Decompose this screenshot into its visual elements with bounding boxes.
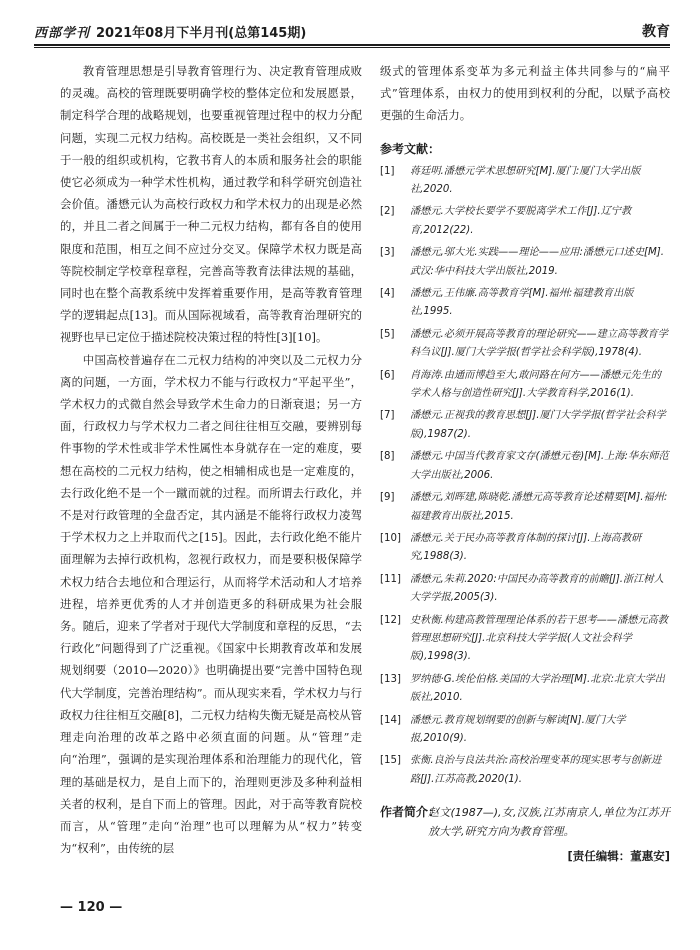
page-header	[34, 20, 670, 46]
reference-item: [10] 潘懋元.关于民办高等教育体制的探讨[J].上海高教研究,1988(3).	[380, 532, 642, 563]
responsible-editor: [责任编辑：董惠安]	[567, 849, 670, 864]
reference-item: [7] 潘懋元.正视我的教育思想[J].厦门大学学报(哲学社会科学版),1987(2).	[380, 410, 666, 440]
journal-logo: 西部学刊	[34, 26, 91, 41]
body-paragraph: 中国高校普遍存在二元权力结构的冲突以及二元权力分离的问题，一方面，学术权力不能与行政权力“平起平坐”，学术权力的式微自然会导致学术生命力的日渐衰退；另一方面，行政权力与学术权力二者之间往往相互交融，要辨别每件事物的学术性或非学术性属性本身就存在一定的难度，要想在高校的二元权力结构，使之相辅相成也是一定难度的，去行政化绝不是一个一蹴而就的过程。而所谓去行政化，并不是对行政管理的全盘否定，其内涵是不能将行政权力凌驾于学术权力之上并取而代之[15]。因此，去行政化绝不能片面理解为去掉行政机构，忽视行政权力，而是要积极保障学术权力结合去地位和合理运行，从而将学术活动和人才培养进程，培养更优秀的人才并创造更多的科研成果为社会服务。随后，迎来了学者对于现代大学制度和章程的反思，“去行政化”问题得到了广泛重视。《国家中长期教育改革和发展规划纲要（2010—2020）》也明确提出要“完善中国特色现代大学制度，完善治理结构”。而从现实来看，学术权力与行政权力往往相互交融[8]，二元权力结构失衡无疑是高校从管理走向治理的改革之路中必须直面的问题。从“管理”走向“治理”，强调的是实现治理体系和治理能力的现代化，管理的基础是权力，是自上而下的，治理则更涉及多种利益相关者的权利，是自下而上的管理。因此，对于高等教育院校而言，从“管理”走向“治理”也可以理解为从“权力”转变为“权利”，由传统的层	[60, 352, 362, 856]
author-bio-text: 赵文(1987—),女,汉族,江苏南京人,单位为江苏开放大学,研究方向为教育管理。	[428, 806, 670, 839]
header-rule-thin	[34, 47, 670, 48]
reference-item: [11] 潘懋元,朱莉.2020:中国民办高等教育的前瞻[J].浙江树人大学学报,2005(3).	[380, 573, 664, 604]
author-bio	[380, 803, 670, 841]
reference-item: [6] 肖海涛.由通而博趋至大,敢问路在何方——潘懋元先生的学术人格与创造性研究[J].大学教育科学,2016(1).	[380, 369, 661, 400]
reference-item: [12] 史秋衡.构建高教管理理论体系的若干思考——潘懋元高教管理思想研究[J].北京科技大学学报(人文社会科学版),1998(3).	[380, 614, 668, 663]
references-title: 参考文献：	[380, 141, 441, 156]
reference-item: [4] 潘懋元,王伟廉.高等教育学[M].福州:福建教育出版社,1995.	[380, 288, 634, 318]
author-bio-label: 作者简介：	[380, 805, 441, 820]
reference-item: [15] 张衡.良治与良法共治:高校治理变革的现实思考与创新进路[J].江苏高教,2020(1).	[380, 755, 662, 785]
section-label: 教育	[642, 24, 670, 40]
header-rule	[34, 44, 670, 46]
reference-item: [2] 潘懋元.大学校长要学不要脱离学术工作[J].辽宁教育,2012(22).	[380, 206, 632, 236]
reference-item: [1] 蒋廷明.潘懋元学术思想研究[M].厦门:厦门大学出版社,2020.	[380, 165, 641, 196]
reference-item: [9] 潘懋元,刘晖建,陈晓乾.潘懋元高等教育论述精要[M].福州:福建教育出版社,2015.	[380, 492, 668, 522]
body-paragraph: 教育管理思想是引导教育管理行为、决定教育管理成败的灵魂。高校的管理既要明确学校的整体定位和发展愿景，制定科学合理的战略规划，也要重视管理过程中的权力分配问题，实现二元权力结构。高校既是一类社会组织，又不同于一般的组织或机构，它教书育人的本质和服务社会的职能使它必须成为一种学术性机构，通过教学和科学研究创造社会价值。潘懋元认为高校行政权力和学术权力的出现是必然的，并且二者之间属于一种二元权力结构，都有各自的使用限度和范围，相互之间不应过分交叉。保障学术权力既是高等院校制定学校章程章程，完善高等教育法律法规的基础，同时也在整个高教系统中发挥着重要作用，是高等教育管理学的逻辑起点[13]。而从国际视域看，高等教育治理研究的视野也早已定位于描述院校决策过程的特性[3][10]。	[60, 64, 362, 345]
reference-item: [14] 潘懋元.教育规划纲要的创新与解读[N].厦门大学报,2010(9).	[380, 714, 626, 744]
references-list	[380, 163, 670, 790]
body-paragraph-continuation: 级式的管理体系变革为多元利益主体共同参与的“扁平式”管理体系，由权力的使用到权利的分配，以赋予高校更强的生命活力。	[380, 64, 670, 123]
reference-item: [13] 罗纳德·G.埃伦伯格.美国的大学治理[M].北京:北京大学出版社,2010.	[380, 673, 665, 704]
page-number: — 120 —	[60, 900, 123, 915]
left-column	[60, 60, 362, 859]
issue-info: 2021年08月下半月刊(总第145期)	[96, 26, 307, 41]
reference-item: [8] 潘懋元.中国当代教育家文存(潘懋元卷)[M].上海:华东师范大学出版社,2006.	[380, 451, 669, 481]
reference-item: [3] 潘懋元,邬大光.实践——理论——应用:潘懋元口述史[M].武汉:华中科技大学出版社,2019.	[380, 247, 665, 277]
right-column	[380, 60, 670, 867]
reference-item: [5] 潘懋元.必须开展高等教育的理论研究——建立高等教育学科刍议[J].厦门大学学报(哲学社会科学版),1978(4).	[380, 328, 668, 359]
